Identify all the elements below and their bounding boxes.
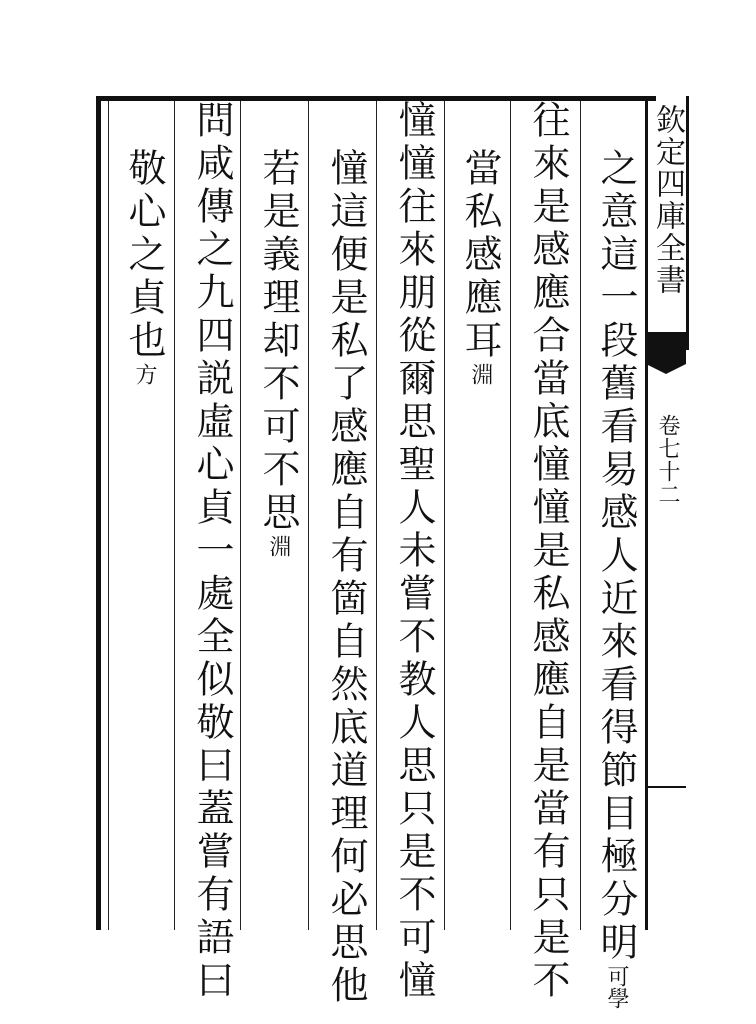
text-column [590, 148, 642, 1009]
text-column [320, 148, 372, 1008]
text-column [388, 100, 440, 1003]
column-text: 若是義理却不可不思 [256, 148, 300, 535]
column-rule [444, 101, 445, 930]
column-text: 敬心之貞也 [122, 148, 166, 363]
fishtail-mark [646, 332, 686, 364]
column-rule [686, 96, 689, 350]
column-rule [308, 101, 309, 930]
text-column [118, 148, 170, 385]
column-text: 問咸傳之九四説虛心貞一處全似敬曰蓋嘗有語曰 [190, 100, 234, 1003]
book-title: 欽定四庫全書 [650, 104, 685, 296]
source-note: 可學 [604, 965, 629, 1009]
column-text: 之意這一段舊看易感人近來看得節目極分明 [594, 148, 638, 965]
source-note: 方 [132, 363, 157, 385]
column-text: 憧憧往來朋從爾思聖人未嘗不教人思只是不可憧 [392, 100, 436, 1003]
text-column [522, 100, 574, 1003]
text-column [186, 100, 238, 1003]
column-rule [510, 101, 511, 930]
text-column [454, 148, 506, 385]
source-note: 淵 [266, 535, 291, 557]
column-rule [240, 101, 241, 930]
source-note: 淵 [468, 363, 493, 385]
column-text: 憧這便是私了感應自有箇自然底道理何必思他 [324, 148, 368, 1008]
margin-divider [646, 786, 686, 788]
column-rule [108, 101, 109, 930]
column-rule [376, 101, 377, 930]
text-column [252, 148, 304, 557]
column-text: 當私感應耳 [458, 148, 502, 363]
column-text: 往來是感應合當底憧憧是私感應自是當有只是不 [526, 100, 570, 1003]
running-head [646, 96, 686, 930]
column-rule [174, 101, 175, 930]
chapter-label: 卷七十二 [655, 414, 680, 506]
column-rule [580, 101, 581, 930]
